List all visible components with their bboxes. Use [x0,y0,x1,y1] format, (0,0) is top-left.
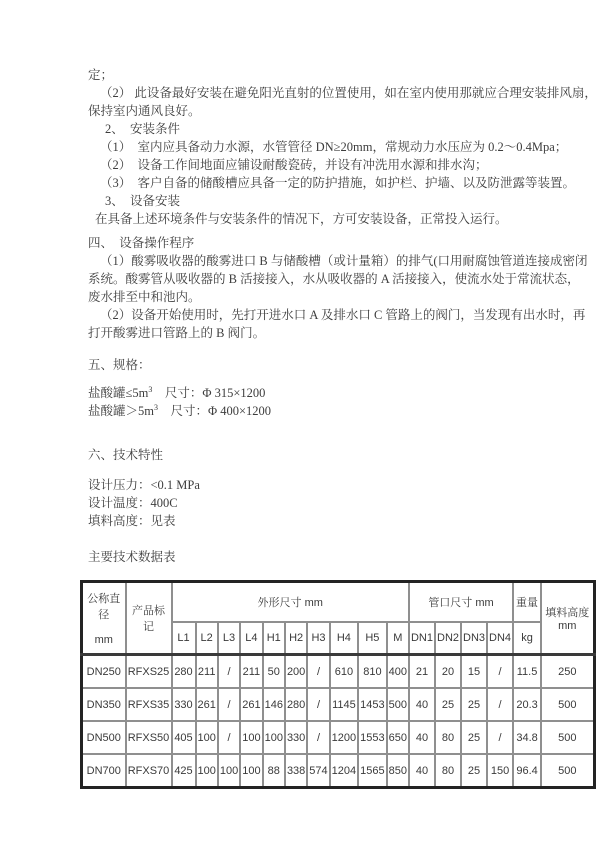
col-group-outer-dimensions: 外形尺寸 mm [172,582,409,623]
doc-line: 3、 设备安装 [105,194,181,208]
cell-outer-dimension: 425 [172,754,196,788]
cell-outer-dimension: 650 [387,721,409,754]
col-group-nozzle-dimensions: 管口尺寸 mm [409,582,513,623]
cell-nozzle-dimension: 40 [409,754,435,788]
cell-packing-height: 500 [541,688,594,721]
doc-line: 四、 设备操作程序 [88,236,195,250]
cell-packing-height: 500 [541,754,594,788]
col-header: L4 [240,622,262,655]
cell-outer-dimension: 211 [196,655,218,689]
cell-outer-dimension: 100 [196,754,218,788]
col-header: H1 [263,622,285,655]
table-row [82,754,595,788]
cell-outer-dimension: 1200 [330,721,358,754]
cell-outer-dimension: 50 [263,655,285,689]
cell-weight: 96.4 [513,754,541,788]
table-row [82,688,595,721]
doc-line: （1）酸雾吸收器的酸雾进口 B 与储酸槽（或计量箱）的排气(口用耐腐蚀管道连接成密闭 [100,254,588,268]
cell-outer-dimension: 338 [285,754,307,788]
cell-nozzle-dimension: 25 [461,754,487,788]
doc-line: （2）设备开始使用时，先打开进水口 A 及排水口 C 管路上的阀门，当发现有出水时，再 [100,308,586,322]
cell-outer-dimension: 261 [196,688,218,721]
cell-nozzle-dimension: 25 [461,721,487,754]
cell-outer-dimension: / [307,721,329,754]
doc-line: 废水排至中和池内。 [88,290,201,304]
cell-outer-dimension: 330 [285,721,307,754]
cell-nozzle-dimension: 21 [409,655,435,689]
cell-nozzle-dimension: / [487,655,513,689]
cell-outer-dimension: 100 [263,721,285,754]
doc-line: 在具备上述环境条件与安装条件的情况下，方可安装设备，正常投入运行。 [95,212,508,226]
cell-product-mark: RFXS35 [126,688,172,721]
doc-line: 保持室内通风良好。 [88,104,201,118]
doc-line: 系统。酸雾管从吸收器的 B 活接接入，水从吸收器的 A 活接接入，使流水处于常流状态， [88,272,580,286]
cell-packing-height: 500 [541,721,594,754]
cell-outer-dimension: 330 [172,688,196,721]
cell-outer-dimension: 280 [172,655,196,689]
col-header-product-mark: 产品标记 [126,582,172,655]
cell-outer-dimension: 1453 [358,688,386,721]
col-header: H5 [358,622,386,655]
doc-line: 设计压力：<0.1 MPa [88,478,200,492]
cell-outer-dimension: 100 [196,721,218,754]
doc-line: 六、技术特性 [88,448,164,462]
cell-nozzle-dimension: 25 [435,688,461,721]
cell-outer-dimension: 261 [240,688,262,721]
table-row [82,721,595,754]
cell-nozzle-dimension: / [487,721,513,754]
cell-outer-dimension: 574 [307,754,329,788]
cell-product-mark: RFXS50 [126,721,172,754]
doc-line: 打开酸雾进口管路上的 B 阀门。 [88,326,266,340]
cell-outer-dimension: 810 [358,655,386,689]
cell-weight: 20.3 [513,688,541,721]
doc-line: （3） 客户自备的储酸槽应具备一定的防护措施，如护栏、护墙、以及防泄露等装置。 [100,176,576,190]
doc-line: 主要技术数据表 [88,550,176,564]
cell-outer-dimension: 1565 [358,754,386,788]
doc-line: 盐酸罐$>5m^3$ 尺寸：Φ 400×1200 [88,402,272,418]
cell-nominal-diameter: DN700 [82,754,126,788]
cell-outer-dimension: 500 [387,688,409,721]
doc-line: （2） 此设备最好安装在避免阳光直射的位置使用，如在室内使用那就应合理安装排风扇， [100,86,597,100]
cell-nozzle-dimension: 15 [461,655,487,689]
cell-outer-dimension: / [307,688,329,721]
cell-outer-dimension: / [307,655,329,689]
doc-line: （1） 室内应具备动力水源，水管管径 DN≥20mm，常规动力水压应为 0.2～0.4Mpa； [100,140,568,154]
cell-outer-dimension: 280 [285,688,307,721]
cell-nominal-diameter: DN500 [82,721,126,754]
doc-line: （2） 设备工作间地面应铺设耐酸瓷砖，并设有冲洗用水源和排水沟； [100,158,488,172]
tech-data-table [80,580,596,789]
cell-nozzle-dimension: 80 [435,721,461,754]
cell-outer-dimension: 850 [387,754,409,788]
doc-line: 定； [88,68,114,82]
cell-outer-dimension: / [218,721,240,754]
col-header: L3 [218,622,240,655]
col-header: DN1 [409,622,435,655]
table-body [82,655,595,788]
cell-packing-height: 250 [541,655,594,689]
superscript: 3 [148,384,153,394]
cell-outer-dimension: 211 [240,655,262,689]
cell-nozzle-dimension: 40 [409,721,435,754]
col-header-label: 公称直径 [87,593,121,621]
cell-outer-dimension: 1204 [330,754,358,788]
cell-outer-dimension: 100 [240,721,262,754]
cell-outer-dimension: 400 [387,655,409,689]
cell-outer-dimension: 200 [285,655,307,689]
cell-outer-dimension: 1553 [358,721,386,754]
cell-nozzle-dimension: 25 [461,688,487,721]
cell-outer-dimension: / [218,688,240,721]
superscript: 3 [153,402,158,412]
cell-nozzle-dimension: 80 [435,754,461,788]
col-header: L1 [172,622,196,655]
cell-outer-dimension: / [218,655,240,689]
doc-line: 五、规格： [88,358,151,372]
cell-outer-dimension: 100 [218,754,240,788]
cell-nozzle-dimension: 20 [435,655,461,689]
col-header: H2 [285,622,307,655]
col-header: L2 [196,622,218,655]
col-header: DN3 [461,622,487,655]
col-header-nominal-diameter [82,582,126,655]
cell-outer-dimension: 100 [240,754,262,788]
doc-line: 填料高度：见表 [88,514,176,528]
cell-nozzle-dimension: 40 [409,688,435,721]
cell-outer-dimension: 405 [172,721,196,754]
col-header: H4 [330,622,358,655]
col-header: H3 [307,622,329,655]
col-header-weight: 重量 [513,582,541,623]
cell-outer-dimension: 1145 [330,688,358,721]
col-header: M [387,622,409,655]
doc-line: 盐酸罐$\le 5m^3$ 尺寸：Φ 315×1200 [88,384,266,400]
cell-nozzle-dimension: / [487,688,513,721]
col-header-unit: mm [94,634,113,646]
cell-nominal-diameter: DN250 [82,655,126,689]
cell-nozzle-dimension: 150 [487,754,513,788]
cell-product-mark: RFXS70 [126,754,172,788]
cell-outer-dimension: 610 [330,655,358,689]
col-header: DN2 [435,622,461,655]
col-header: DN4 [487,622,513,655]
cell-nominal-diameter: DN350 [82,688,126,721]
cell-product-mark: RFXS25 [126,655,172,689]
doc-line: 设计温度：400C [88,496,178,510]
cell-outer-dimension: 88 [263,754,285,788]
doc-line: 2、 安装条件 [105,122,181,136]
cell-weight: 34.8 [513,721,541,754]
col-header-weight-unit: kg [513,622,541,655]
col-header-packing-height: 填料高度 mm [541,582,594,655]
table-row [82,655,595,689]
cell-outer-dimension: 146 [263,688,285,721]
cell-weight: 11.5 [513,655,541,689]
